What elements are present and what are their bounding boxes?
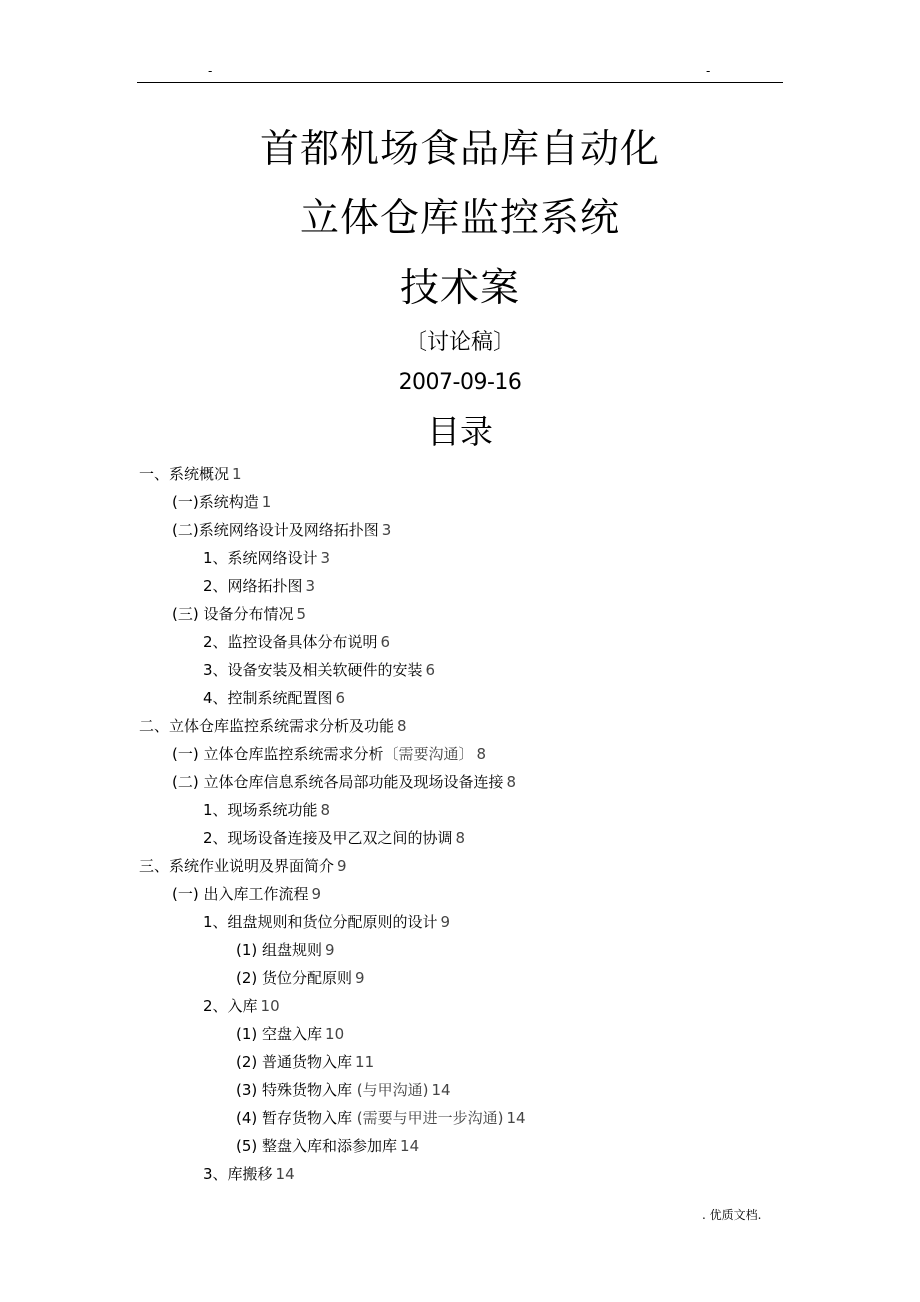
toc-entry-page: 9 <box>355 969 365 987</box>
toc-entry-text: (一)系统构造 <box>172 493 259 511</box>
toc-entry-text: 3、设备安装及相关软硬件的安装 <box>203 661 423 679</box>
toc-entry[interactable] <box>172 880 321 908</box>
toc-entry[interactable] <box>203 824 465 852</box>
toc-entry-text: 2、网络拓扑图 <box>203 577 303 595</box>
toc-entry-page: 11 <box>355 1053 375 1071</box>
document-subtitle: 〔讨论稿〕 <box>404 330 515 355</box>
toc-entry[interactable] <box>203 796 330 824</box>
toc-entry-page: 8 <box>506 773 517 791</box>
toc-entry-page: 14 <box>506 1109 526 1127</box>
toc-entry[interactable] <box>203 908 450 936</box>
toc-entry[interactable] <box>236 1104 526 1132</box>
toc-entry-text: 1、现场系统功能 <box>203 801 318 819</box>
document-title-line-3: 技术案 <box>399 266 520 311</box>
toc-entry-page: 1 <box>261 493 272 511</box>
toc-entry-text: 1、系统网络设计 <box>203 549 318 567</box>
toc-entry-page: 8 <box>320 801 331 819</box>
toc-entry-page: 3 <box>305 577 316 595</box>
toc-entry-text: (3) 特殊货物入库 <box>236 1081 353 1099</box>
toc-entry-text: (1) 空盘入库 <box>236 1025 323 1043</box>
toc-entry[interactable] <box>236 1048 374 1076</box>
document-date: 2007-09-16 <box>398 370 522 395</box>
toc-entry-text: (4) 暂存货物入库 <box>236 1109 353 1127</box>
toc-entry[interactable] <box>203 1160 295 1188</box>
toc-entry-page: 10 <box>260 997 280 1015</box>
toc-entry-text: 2、监控设备具体分布说明 <box>203 633 378 651</box>
toc-entry-text: (2) 普通货物入库 <box>236 1053 353 1071</box>
toc-entry-page: 8 <box>476 745 487 763</box>
toc-entry[interactable] <box>172 600 306 628</box>
header-right-mark: - <box>706 64 711 78</box>
toc-entry-page: 8 <box>397 717 407 735</box>
footer-watermark-text: . 优质文档. <box>702 1208 762 1222</box>
toc-entry[interactable] <box>203 572 315 600</box>
toc-entry[interactable] <box>172 488 271 516</box>
toc-entry-page: 9 <box>337 857 347 875</box>
toc-entry-text: 2、现场设备连接及甲乙双之间的协调 <box>203 829 453 847</box>
toc-entry[interactable] <box>172 516 391 544</box>
toc-entry-text: (5) 整盘入库和添参加库 <box>236 1137 398 1155</box>
toc-entry-page: 5 <box>296 605 307 623</box>
toc-entry-page: 9 <box>440 913 451 931</box>
toc-entry-page: 10 <box>325 1025 345 1043</box>
toc-entry-page: 8 <box>455 829 466 847</box>
toc-entry-text: 1、组盘规则和货位分配原则的设计 <box>203 913 438 931</box>
toc-entry[interactable] <box>139 460 242 488</box>
toc-entry-text: (1) 组盘规则 <box>236 941 323 959</box>
toc-entry[interactable] <box>172 740 486 768</box>
toc-entry-page: 14 <box>431 1081 451 1099</box>
toc-entry-text: (一) 立体仓库监控系统需求分析 <box>172 745 384 763</box>
toc-entry[interactable] <box>172 768 516 796</box>
toc-entry[interactable] <box>139 712 407 740</box>
document-title-line-2: 立体仓库监控系统 <box>299 196 620 241</box>
toc-entry[interactable] <box>203 628 390 656</box>
toc-entry-page: 3 <box>381 521 392 539</box>
toc-entry-page: 9 <box>325 941 335 959</box>
toc-heading: 目录 <box>427 412 493 451</box>
toc-entry-text: 二、立体仓库监控系统需求分析及功能 <box>139 717 395 735</box>
toc-entry[interactable] <box>203 992 280 1020</box>
document-title-line-1: 首都机场食品库自动化 <box>259 127 660 172</box>
toc-entry-note: 〔需要沟通〕 <box>383 745 474 763</box>
toc-entry-page: 6 <box>425 661 436 679</box>
header-rule <box>137 82 783 83</box>
toc-entry-text: (2) 货位分配原则 <box>236 969 353 987</box>
toc-entry-text: 一、系统概况 <box>139 465 230 483</box>
toc-entry-text: 4、控制系统配置图 <box>203 689 333 707</box>
toc-entry-page: 14 <box>275 1165 295 1183</box>
toc-entry-note: (与甲沟通) <box>352 1081 429 1099</box>
toc-entry[interactable] <box>139 852 347 880</box>
toc-entry[interactable] <box>236 1020 344 1048</box>
toc-entry[interactable] <box>236 964 365 992</box>
toc-entry[interactable] <box>203 684 345 712</box>
toc-entry-text: (二)系统网络设计及网络拓扑图 <box>172 521 379 539</box>
toc-entry-text: 三、系统作业说明及界面简介 <box>139 857 335 875</box>
toc-entry-text: (二) 立体仓库信息系统各局部功能及现场设备连接 <box>172 773 504 791</box>
header-left-mark: - <box>208 64 213 78</box>
toc-entry[interactable] <box>236 1132 419 1160</box>
toc-entry-page: 6 <box>380 633 391 651</box>
toc-entry-page: 3 <box>320 549 331 567</box>
toc-entry-page: 14 <box>400 1137 420 1155</box>
toc-entry[interactable] <box>203 656 435 684</box>
toc-entry-text: 2、入库 <box>203 997 258 1015</box>
toc-entry-text: (一) 出入库工作流程 <box>172 885 309 903</box>
toc-entry-page: 1 <box>232 465 242 483</box>
toc-entry-note: (需要与甲进一步沟通) <box>352 1109 504 1127</box>
toc-entry-page: 9 <box>311 885 322 903</box>
toc-entry[interactable] <box>236 936 335 964</box>
toc-entry-text: (三) 设备分布情况 <box>172 605 294 623</box>
toc-entry[interactable] <box>203 544 330 572</box>
toc-entry-text: 3、库搬移 <box>203 1165 273 1183</box>
toc-entry[interactable] <box>236 1076 451 1104</box>
toc-entry-page: 6 <box>335 689 346 707</box>
